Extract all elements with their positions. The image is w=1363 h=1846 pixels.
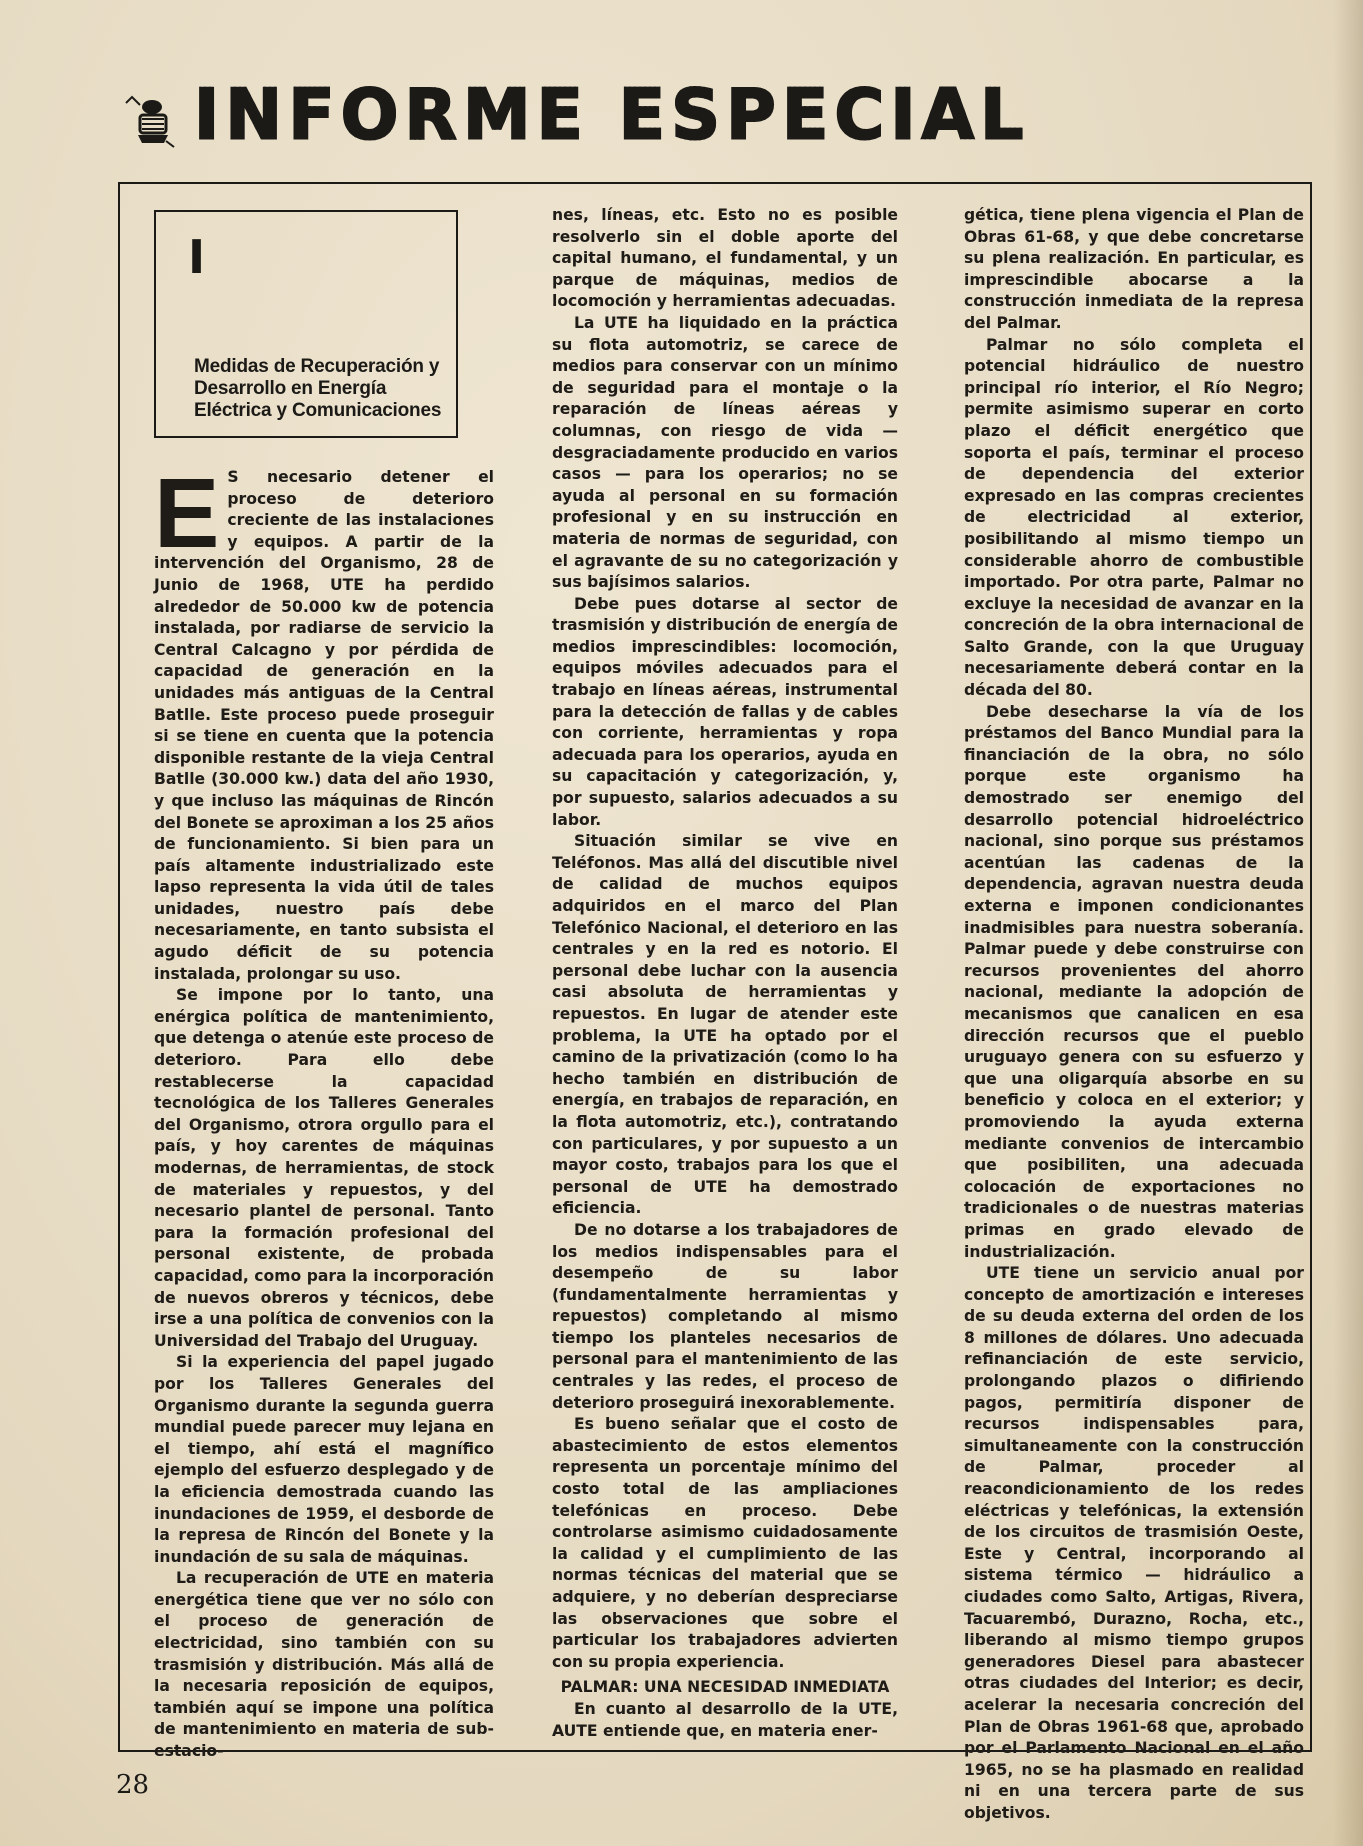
dropcap-letter: E bbox=[154, 458, 220, 568]
page-spine-shadow bbox=[1333, 0, 1363, 1846]
article-column-1 bbox=[154, 458, 494, 1763]
paragraph: En cuanto al desarrollo de la UTE, AUTE entiende que, en materia ener- bbox=[552, 1699, 898, 1740]
paragraph: La recuperación de UTE en materia energética tiene que ver no sólo con el proceso de generación de electricidad, sino también con su trasmisión y distribución. Más allá de la necesaria reposición de equipos, también aquí se impone una política de mantenimiento en materia de sub-estacio- bbox=[154, 1569, 494, 1761]
section-title-box bbox=[154, 210, 458, 438]
paragraph: gética, tiene plena vigencia el Plan de Obras 61-68, y que debe concretarse su plena realización. En particular, es imprescindible abocarse a la construcción inmediata de la represa del Palmar. bbox=[964, 206, 1304, 332]
mascot-logo-icon bbox=[118, 83, 180, 149]
paragraph: Situación similar se vive en Teléfonos. Mas allá del discutible nivel de calidad de muchos equipos adquiridos en el marco del Plan Telefónico Nacional, el deterioro en las centrales y en la red es notorio. El personal debe luchar con la ausencia casi absoluta de herramientas y repuestos. En lugar de atender este problema, la UTE ha optado por el camino de la privatización (como lo ha hecho también en distribución de energía, en trabajos de reparación, en la flota automotriz, etc.), contratando con particulares, y por supuesto a un mayor costo, trabajos para los que el personal de UTE ha demostrado eficiencia. bbox=[552, 832, 898, 1218]
article-column-3 bbox=[964, 205, 1304, 1825]
paragraph: UTE tiene un servicio anual por concepto de amortización e intereses de su deuda externa del orden de los 8 millones de dólares. Uno adecuada refinanciación de este servicio, prolongando plazos o difiriendo pagos, permitiría disponer de recursos indispensables para, simultaneamente con la construcción de Palmar, proceder al reacondicionamiento de los redes eléctricas y telefónicas, la extensión de los circuitos de trasmisión Oeste, Este y Central, incorporando al sistema térmico — hidráulico a ciudades como Salto, Artigas, Rivera, Tacuarembó, Durazno, Rocha, etc., liberando al mismo tiempo grupos generadores Diesel para abastecer otras ciudades del Interior; es decir, acelerar la necesaria concreción del Plan de Obras 1961-68 que, aprobado por el Parlamento Nacional en el año 1965, no se ha plasmado en realidad ni en una tercera parte de sus objetivos. bbox=[964, 1264, 1304, 1822]
section-numeral: I bbox=[188, 230, 206, 284]
subheading: PALMAR: UNA NECESIDAD INMEDIATA bbox=[560, 1678, 890, 1697]
paragraph: Debe pues dotarse al sector de trasmisión y distribución de energía de medios imprescindibles: locomoción, equipos móviles adecuados para el trabajo en líneas aéreas, instrumental para la detección de fallas y de cables con corriente, herramientas y ropa adecuada para los operarios, ayuda en su capacitación y categorización, y, por supuesto, salarios adecuados a su labor. bbox=[552, 594, 898, 829]
section-header bbox=[118, 76, 1030, 156]
paragraph: S necesario detener el proceso de deterioro creciente de las instalaciones y equipos. A partir de la intervención del Organismo, 28 de Junio de 1968, UTE ha perdido alrededor de 50.000 kw de potencia instalada, por radiarse de servicio la Central Calcagno y por pérdida de capacidad de generación en la unidades más antiguas de la Central Batlle. Este proceso puede proseguir si se tiene en cuenta que la potencia disponible restante de la vieja Central Batlle (30.000 kw.) data del año 1930, y que incluso las máquinas de Rincón del Bonete se aproximan a los 25 años de funcionamiento. Si bien para un país altamente industrializado este lapso representa la vida útil de tales unidades, nuestro país debe necesariamente, en tanto subsista el agudo déficit de su potencia instalada, prolongar su uso. bbox=[154, 468, 494, 983]
paragraph: La UTE ha liquidado en la práctica su flota automotriz, se carece de medios para conservar con un mínimo de seguridad para el montaje o la reparación de líneas aéreas y columnas, con riesgo de vida — desgraciadamente producido en varios casos — para los operarios; no se ayuda al personal en su formación profesional y en su instrucción en materia de normas de seguridad, con el agravante de su no categorización y sus bajísimos salarios. bbox=[552, 313, 898, 592]
paragraph: Palmar no sólo completa el potencial hidráulico de nuestro principal río interior, el Río Negro; permite asimismo superar en corto plazo el déficit energético que soporta el país, terminar el proceso de dependencia del exterior expresado en las compras crecientes de electricidad al exterior, posibilitando al mismo tiempo un considerable ahorro de combustible importado. Por otra parte, Palmar no excluye la necesidad de avanzar en la concreción de la obra internacional de Salto Grande, con la que Uruguay necesariamente deberá contar en la década del 80. bbox=[964, 335, 1304, 700]
section-title: Medidas de Recuperación y Desarrollo en Energía Eléctrica y Comunicaciones bbox=[194, 356, 442, 421]
article-frame bbox=[118, 182, 1312, 1822]
paragraph: nes, líneas, etc. Esto no es posible resolverlo sin el doble aporte del capital humano, el fundamental, y un parque de máquinas, medios de locomoción y herramientas adecuadas. bbox=[552, 206, 898, 311]
header-title: INFORME ESPECIAL bbox=[194, 75, 1030, 156]
page-number: 28 bbox=[116, 1770, 150, 1800]
article-column-2 bbox=[552, 205, 898, 1742]
paragraph: Debe desecharse la vía de los préstamos del Banco Mundial para la financiación de la obra, no sólo porque este organismo ha demostrado ser enemigo del desarrollo potencial hidroeléctrico nacional, sino porque sus préstamos acentúan las cadenas de la dependencia, agravan nuestra deuda externa e imponen condicionantes inadmisibles para nuestra soberanía. Palmar puede y debe construirse con recursos provenientes del ahorro nacional, mediante la adopción de mecanismos que canalicen en esa dirección recursos que el pueblo uruguayo genera con su esfuerzo y que una oligarquía absorbe en su beneficio y coloca en el exterior; y promoviendo la ayuda externa mediante convenios de intercambio que posibiliten, una adecuada colocación de exportaciones no tradicionales o de nuestras materias primas en grado elevado de industrialización. bbox=[964, 702, 1304, 1261]
paragraph: De no dotarse a los trabajadores de los medios indispensables para el desempeño de su labor (fundamentalmente herramientas y repuestos) completando al mismo tiempo los planteles necesarios de personal para el mantenimiento de las centrales y las redes, el proceso de deterioro proseguirá inexorablemente. bbox=[552, 1220, 898, 1412]
paragraph: Si la experiencia del papel jugado por los Talleres Generales del Organismo durante la segunda guerra mundial puede parecer muy lejana en el tiempo, ahí está el magnífico ejemplo del esfuerzo desplegado y de la eficiencia demostrada cuando las inundaciones de 1959, el desborde de la represa de Rincón del Bonete y la inundación de su sala de máquinas. bbox=[154, 1353, 494, 1566]
paragraph: Es bueno señalar que el costo de abastecimiento de estos elementos representa un porcentaje mínimo del costo total de las ampliaciones telefónicas en proceso. Debe controlarse asimismo cuidadosamente la calidad y el cumplimiento de las normas técnicas del material que se adquiere, y no deberían despreciarse las observaciones que sobre el particular los trabajadores advierten con su propia experiencia. bbox=[552, 1415, 898, 1671]
paragraph: Se impone por lo tanto, una enérgica política de mantenimiento, que detenga o atenúe este proceso de deterioro. Para ello debe restablecerse la capacidad tecnológica de los Talleres Generales del Organismo, otrora orgullo para el país, y hoy carentes de máquinas modernas, de herramientas, de stock de materiales y repuestos, y del necesario plantel de personal. Tanto para la formación profesional del personal existente, de probada capacidad, como para la incorporación de nuevos obreros y técnicos, debe irse a una política de convenios con la Universidad del Trabajo del Uruguay. bbox=[154, 986, 494, 1350]
